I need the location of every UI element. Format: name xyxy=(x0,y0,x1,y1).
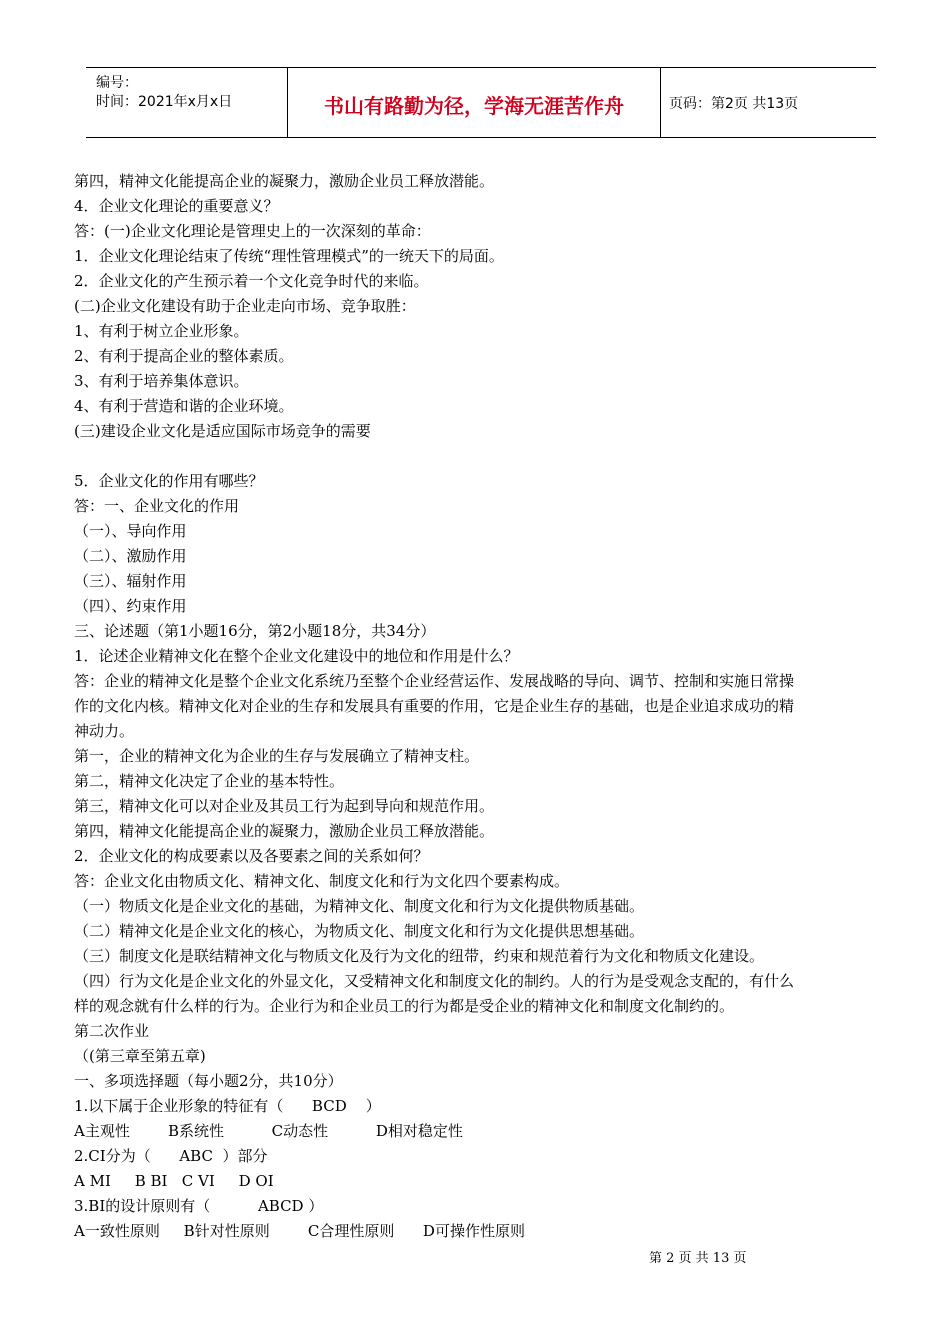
text-line: 3.BI的设计原则有（ ABCD ） xyxy=(74,1197,324,1215)
text-line: 4、有利于营造和谐的企业环境。 xyxy=(74,397,294,415)
text-line: 一、多项选择题（每小题2分，共10分） xyxy=(74,1072,343,1090)
text-line: A MI B BI C VI D OI xyxy=(74,1172,274,1190)
time-label: 时间：2021年x月x日 xyxy=(96,94,233,110)
text-line: 1.以下属于企业形象的特征有（ BCD ） xyxy=(74,1097,381,1115)
text-line: （四）、约束作用 xyxy=(74,597,187,615)
text-line: 2.CI分为（ ABC ）部分 xyxy=(74,1147,268,1165)
text-line: （四）行为文化是企业文化的外显文化，又受精神文化和制度文化的制约。人的行为是受观念支配的，有什么 xyxy=(74,972,795,990)
header-motto-cell xyxy=(287,68,661,137)
text-line: 第四，精神文化能提高企业的凝聚力，激励企业员工释放潜能。 xyxy=(74,822,495,840)
text-line: 1、有利于树立企业形象。 xyxy=(74,322,249,340)
text-line: 第四，精神文化能提高企业的凝聚力，激励企业员工释放潜能。 xyxy=(74,172,495,190)
text-line: 第一，企业的精神文化为企业的生存与发展确立了精神支柱。 xyxy=(74,747,480,765)
text-line: 第三，精神文化可以对企业及其员工行为起到导向和规范作用。 xyxy=(74,797,495,815)
page-footer: 第 2 页 共 13 页 xyxy=(649,1251,747,1266)
text-line: (三)建设企业文化是适应国际市场竞争的需要 xyxy=(74,422,371,440)
text-line: 三、论述题（第1小题16分，第2小题18分，共34分） xyxy=(74,622,436,640)
text-line: A一致性原则 B针对性原则 C合理性原则 D可操作性原则 xyxy=(74,1222,525,1240)
text-line: 作的文化内核。精神文化对企业的生存和发展具有重要的作用，它是企业生存的基础，也是企业追求成功的精 xyxy=(74,697,795,715)
text-line: 样的观念就有什么样的行为。企业行为和企业员工的行为都是受企业的精神文化和制度文化制约的。 xyxy=(74,997,735,1015)
text-line: 答：(一)企业文化理论是管理史上的一次深刻的革命： xyxy=(74,222,431,240)
page-label: 页码：第2页 共13页 xyxy=(669,96,799,112)
motto: 书山有路勤为径，学海无涯苦作舟 xyxy=(324,94,624,118)
text-line: 第二次作业 xyxy=(74,1022,150,1040)
text-line: 2、有利于提高企业的整体素质。 xyxy=(74,347,294,365)
text-line: 2．企业文化的构成要素以及各要素之间的关系如何？ xyxy=(74,847,429,865)
text-line: （三）、辐射作用 xyxy=(74,572,187,590)
text-line: 2．企业文化的产生预示着一个文化竞争时代的来临。 xyxy=(74,272,429,290)
text-line: 3、有利于培养集体意识。 xyxy=(74,372,249,390)
text-line: 1．企业文化理论结束了传统“理性管理模式”的一统天下的局面。 xyxy=(74,247,504,265)
text-line: 1．论述企业精神文化在整个企业文化建设中的地位和作用是什么？ xyxy=(74,647,519,665)
text-line: A主观性 B系统性 C动态性 D相对稳定性 xyxy=(74,1122,463,1140)
text-line: (二)企业文化建设有助于企业走向市场、竞争取胜： xyxy=(74,297,416,315)
text-line: （二）、激励作用 xyxy=(74,547,187,565)
text-line: 第二，精神文化决定了企业的基本特性。 xyxy=(74,772,345,790)
text-line: 答：一、企业文化的作用 xyxy=(74,497,240,515)
text-line: （一）、导向作用 xyxy=(74,522,187,540)
text-line: （三）制度文化是联结精神文化与物质文化及行为文化的纽带，约束和规范着行为文化和物质文化建设。 xyxy=(74,947,765,965)
text-line: （二）精神文化是企业文化的核心，为物质文化、制度文化和行为文化提供思想基础。 xyxy=(74,922,645,940)
text-line: 答：企业文化由物质文化、精神文化、制度文化和行为文化四个要素构成。 xyxy=(74,872,570,890)
header-page-cell xyxy=(661,68,876,137)
blank-line xyxy=(74,444,889,469)
document-body xyxy=(74,169,889,1244)
text-line: 5．企业文化的作用有哪些？ xyxy=(74,472,264,490)
number-label: 编号： xyxy=(96,75,138,91)
text-line: 4．企业文化理论的重要意义？ xyxy=(74,197,279,215)
text-line: （(第三章至第五章) xyxy=(74,1047,206,1065)
text-line: 神动力。 xyxy=(74,722,135,740)
text-line: 答：企业的精神文化是整个企业文化系统乃至整个企业经营运作、发展战略的导向、调节、控制和实施日常操 xyxy=(74,672,795,690)
text-line: （一）物质文化是企业文化的基础，为精神文化、制度文化和行为文化提供物质基础。 xyxy=(74,897,645,915)
header-meta-cell xyxy=(86,68,287,137)
page-header xyxy=(86,67,876,138)
